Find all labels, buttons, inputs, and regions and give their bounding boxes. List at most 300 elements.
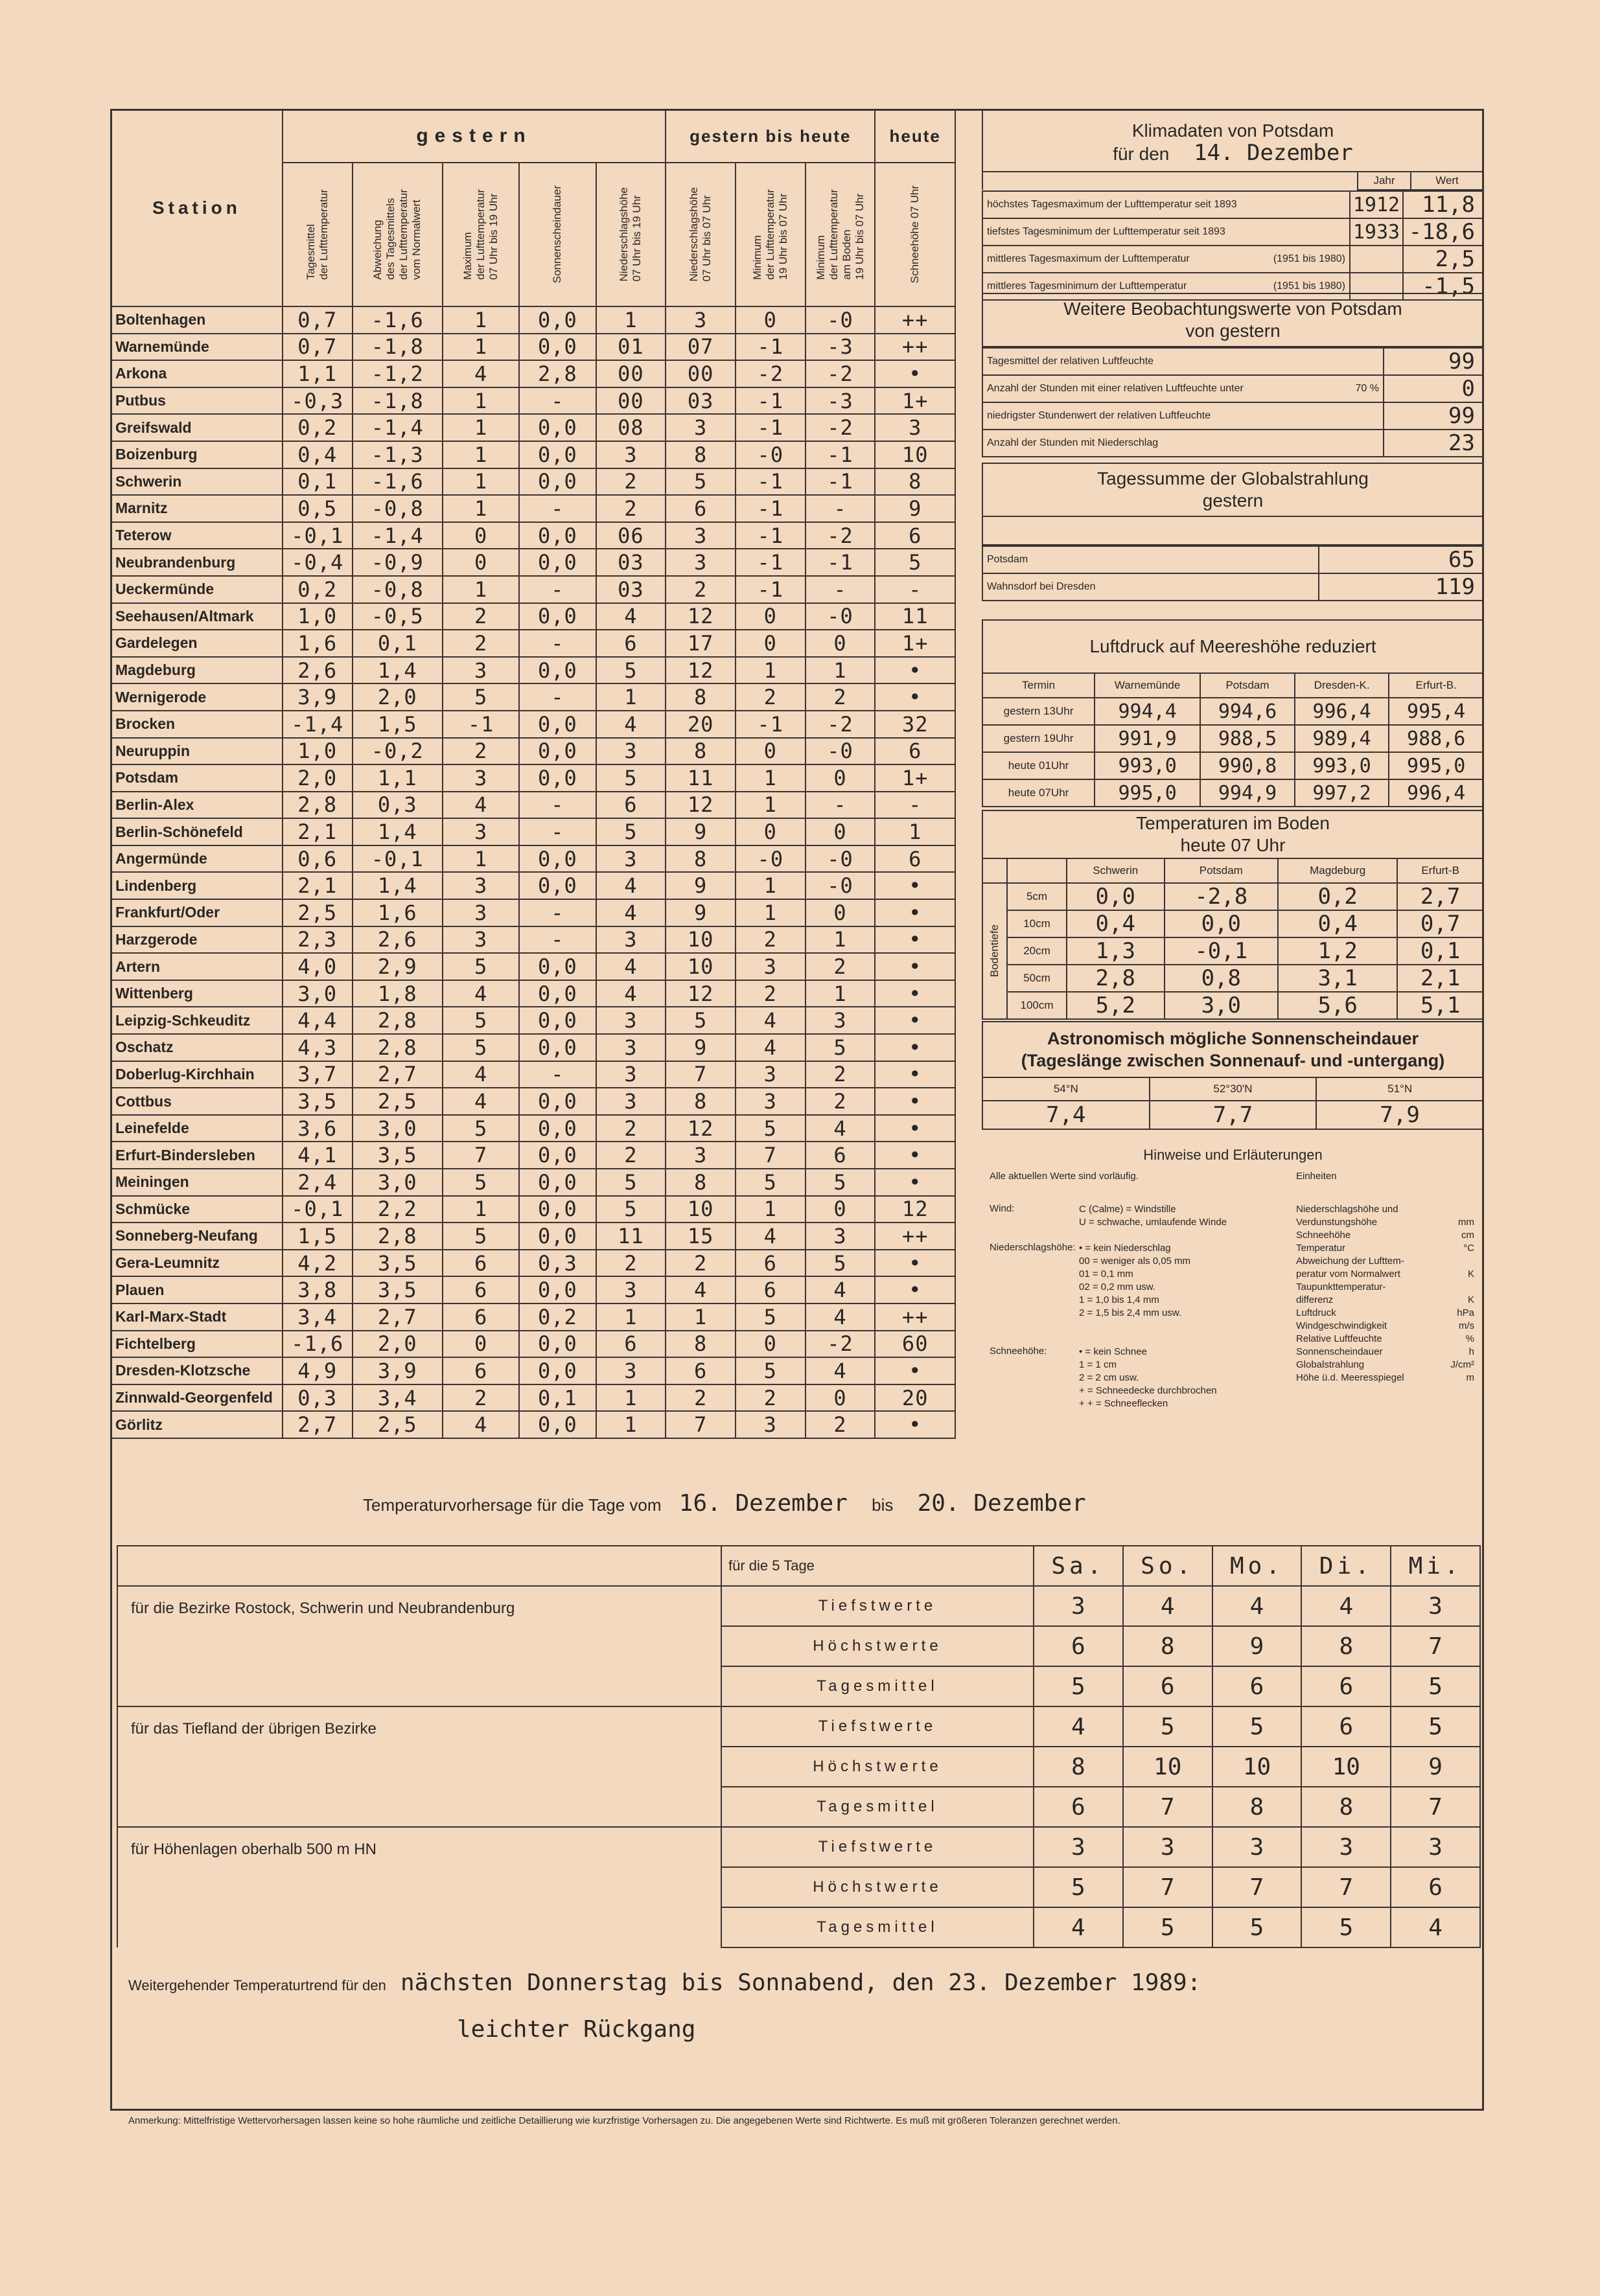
unit-row: [1296, 1346, 1474, 1359]
klimadaten-panel: [982, 109, 1484, 301]
station-value: 07: [666, 334, 736, 361]
station-value: 4: [736, 1007, 806, 1034]
station-value: 1+: [875, 387, 955, 415]
luftdruck-termin: gestern 13Uhr: [982, 698, 1095, 725]
station-value: 6: [596, 630, 666, 657]
station-value: 9: [875, 495, 955, 522]
station-value: 2,0: [353, 683, 443, 711]
station-value: 2,8: [283, 792, 353, 819]
station-value: 2,0: [283, 764, 353, 792]
luftdruck-value: 994,9: [1200, 779, 1295, 807]
col-wert: Wert: [1411, 172, 1483, 190]
station-value: •: [875, 980, 955, 1007]
forecast-value: 3: [1123, 1827, 1212, 1867]
forecast-value: 3: [1034, 1586, 1123, 1626]
station-value: 0,2: [519, 1303, 596, 1331]
klima-label: [982, 218, 1350, 246]
station-value: -1,6: [353, 306, 443, 334]
station-value: 3,5: [353, 1142, 443, 1169]
station-name: Fichtelberg: [111, 1331, 283, 1358]
forecast-to: 20. Dezember: [917, 1490, 1086, 1517]
station-value: 3,6: [283, 1115, 353, 1142]
station-value: -0,5: [353, 603, 443, 630]
station-value: 06: [596, 522, 666, 549]
station-value: 2,8: [353, 1034, 443, 1061]
station-value: 0,0: [519, 738, 596, 765]
station-value: -1,2: [353, 360, 443, 387]
station-value: 8: [666, 1088, 736, 1115]
station-value: •: [875, 1115, 955, 1142]
station-name: Magdeburg: [111, 657, 283, 684]
forecast-kind: Tagesmittel: [721, 1666, 1034, 1706]
unit-value: J/cm²: [1450, 1359, 1474, 1370]
station-value: •: [875, 1088, 955, 1115]
boden-corner: [1007, 858, 1067, 883]
weitere-row: [982, 430, 1483, 457]
boden-row: [982, 910, 1483, 937]
station-value: 2,5: [353, 1088, 443, 1115]
station-value: 5: [596, 764, 666, 792]
luftdruck-panel: [982, 619, 1484, 807]
station-value: 0,0: [519, 334, 596, 361]
forecast-value: 7: [1123, 1867, 1212, 1907]
luftdruck-title: Luftdruck auf Meereshöhe reduziert: [982, 620, 1483, 673]
station-value: 3: [596, 738, 666, 765]
station-name: Seehausen/Altmark: [111, 603, 283, 630]
station-value: 1: [736, 1196, 806, 1223]
station-value: 1,4: [353, 818, 443, 845]
station-value: -0: [806, 738, 875, 765]
sonne-header: 51°N: [1316, 1077, 1483, 1101]
wind-lines: [1079, 1203, 1227, 1229]
column-header: [806, 163, 875, 306]
nied-line: 1 = 1,0 bis 1,4 mm: [1079, 1294, 1159, 1305]
wind-line: C (Calme) = Windstille: [1079, 1204, 1176, 1215]
station-row: [111, 306, 955, 334]
station-value: 08: [596, 414, 666, 441]
station-name: Marnitz: [111, 495, 283, 522]
station-row: [111, 576, 955, 603]
station-value: 3: [736, 1061, 806, 1088]
station-value: 2,7: [353, 1303, 443, 1331]
weitere-value: 0: [1384, 375, 1483, 402]
station-value: -1: [443, 711, 519, 738]
station-value: -2: [806, 1331, 875, 1358]
station-value: 0,0: [519, 306, 596, 334]
klima-for: für den: [1113, 144, 1170, 164]
forecast-value: 8: [1301, 1787, 1391, 1827]
station-value: 0,0: [519, 1411, 596, 1438]
klima-row: [982, 218, 1483, 246]
station-value: 0,0: [519, 1331, 596, 1358]
sonne-value: 7,4: [982, 1101, 1150, 1129]
station-value: -0: [806, 845, 875, 873]
station-name: Teterow: [111, 522, 283, 549]
station-value: 2,2: [353, 1196, 443, 1223]
station-value: 5: [443, 1169, 519, 1196]
klima-label: [982, 191, 1350, 218]
station-value: 1: [443, 306, 519, 334]
station-value: 3: [666, 1142, 736, 1169]
station-value: 6: [736, 1250, 806, 1277]
forecast-value: 4: [1123, 1586, 1212, 1626]
unit-row: [1296, 1372, 1474, 1384]
station-value: 0: [736, 738, 806, 765]
station-value: •: [875, 1250, 955, 1277]
station-row: [111, 1250, 955, 1277]
weitere-label-text: Anzahl der Stunden mit Niederschlag: [987, 437, 1159, 448]
boden-subtitle: heute 07 Uhr: [1180, 835, 1286, 855]
forecast-bis: bis: [872, 1495, 894, 1515]
station-name: Leipzig-Schkeuditz: [111, 1007, 283, 1034]
station-name: Greifswald: [111, 414, 283, 441]
station-value: -: [519, 495, 596, 522]
station-value: 2: [806, 683, 875, 711]
station-value: 0,0: [519, 845, 596, 873]
forecast-value: 9: [1391, 1747, 1480, 1787]
boden-value: 0,8: [1165, 965, 1279, 992]
station-value: 0,3: [519, 1250, 596, 1277]
station-value: 11: [666, 764, 736, 792]
column-header-label: Schneehöhe 07 Uhr: [909, 185, 922, 284]
station-value: 0: [736, 1331, 806, 1358]
station-value: -1,6: [353, 468, 443, 496]
weitere-row: [982, 348, 1483, 375]
station-value: •: [875, 899, 955, 926]
boden-side: [982, 883, 1007, 1019]
station-value: 1: [596, 683, 666, 711]
station-value: -: [806, 576, 875, 603]
unit-name: Höhe ü.d. Meeresspiegel: [1296, 1372, 1404, 1383]
column-header: [736, 163, 806, 306]
station-value: -1: [806, 468, 875, 496]
station-value: 4,9: [283, 1357, 353, 1384]
station-value: 3: [736, 1088, 806, 1115]
station-name: Doberlug-Kirchhain: [111, 1061, 283, 1088]
forecast-kind: Tagesmittel: [721, 1787, 1034, 1827]
station-value: 8: [875, 468, 955, 496]
station-value: 3: [443, 657, 519, 684]
station-value: 0,0: [519, 980, 596, 1007]
boden-row: [982, 992, 1483, 1019]
nied-line: 02 = 0,2 mm usw.: [1079, 1281, 1155, 1292]
station-name: Berlin-Schönefeld: [111, 818, 283, 845]
station-value: 0,3: [283, 1384, 353, 1412]
station-value: 1: [443, 414, 519, 441]
luftdruck-header: Potsdam: [1200, 673, 1295, 698]
station-value: 0,0: [519, 1088, 596, 1115]
station-value: 3,0: [353, 1169, 443, 1196]
station-value: 5: [806, 1169, 875, 1196]
sonne-header: 52°30'N: [1150, 1077, 1317, 1101]
station-name: Zinnwald-Georgenfeld: [111, 1384, 283, 1412]
station-value: -0,1: [283, 522, 353, 549]
forecast-day: Sa.: [1034, 1546, 1123, 1586]
station-value: 5: [736, 1357, 806, 1384]
column-header-label: Maximum der Lufttemperatur 07 Uhr bis 19 Uhr: [461, 189, 500, 280]
station-value: 5: [875, 549, 955, 576]
station-value: 9: [666, 818, 736, 845]
station-value: 1: [596, 1303, 666, 1331]
station-value: 4: [666, 1276, 736, 1303]
forecast-value: 3: [1391, 1586, 1480, 1626]
luftdruck-header: Termin: [982, 673, 1095, 698]
boden-depth: 20cm: [1007, 937, 1067, 965]
weitere-label: [982, 430, 1384, 457]
station-value: 4: [736, 1034, 806, 1061]
unit-row: [1296, 1242, 1474, 1255]
global-panel: [982, 463, 1484, 601]
station-name: Frankfurt/Oder: [111, 899, 283, 926]
sonne-header-row: [982, 1077, 1483, 1101]
station-value: 4,3: [283, 1034, 353, 1061]
station-name: Gera-Leumnitz: [111, 1250, 283, 1277]
station-value: 0,0: [519, 468, 596, 496]
station-value: 0,0: [519, 1115, 596, 1142]
unit-name: Windgeschwindigkeit: [1296, 1320, 1387, 1331]
unit-row: [1296, 1281, 1474, 1294]
global-title: Tagessumme der Globalstrahlung: [1097, 468, 1369, 488]
station-name: Meiningen: [111, 1169, 283, 1196]
forecast-value: 8: [1212, 1787, 1302, 1827]
forecast-region: für das Tiefland der übrigen Bezirke: [117, 1706, 721, 1827]
forecast-kind: Tiefstwerte: [721, 1586, 1034, 1626]
station-value: 10: [666, 953, 736, 980]
station-value: 10: [666, 1196, 736, 1223]
station-value: 6: [443, 1357, 519, 1384]
station-value: -: [806, 495, 875, 522]
boden-value: 2,8: [1067, 965, 1165, 992]
boden-value: 2,7: [1397, 883, 1483, 910]
station-name: Erfurt-Bindersleben: [111, 1142, 283, 1169]
unit-value: mm: [1458, 1217, 1474, 1228]
station-value: 6: [666, 1357, 736, 1384]
station-value: •: [875, 953, 955, 980]
station-value: •: [875, 360, 955, 387]
luftdruck-row: [982, 779, 1483, 807]
station-value: -1,4: [353, 414, 443, 441]
forecast-value: 3: [1034, 1827, 1123, 1867]
station-value: -0,8: [353, 576, 443, 603]
hinweise-title: Hinweise und Erläuterungen: [1143, 1147, 1323, 1163]
station-value: 3,5: [353, 1250, 443, 1277]
forecast-value: 7: [1391, 1626, 1480, 1666]
unit-row: [1296, 1333, 1474, 1346]
forecast-value: 7: [1123, 1787, 1212, 1827]
luftdruck-value: 988,5: [1200, 725, 1295, 752]
station-value: -2: [806, 522, 875, 549]
station-name: Angermünde: [111, 845, 283, 873]
station-value: -: [519, 899, 596, 926]
station-row: [111, 1196, 955, 1223]
station-value: 2: [443, 738, 519, 765]
hinweise-intro: Alle aktuellen Werte sind vorläufig.: [990, 1171, 1139, 1182]
station-value: 4: [596, 603, 666, 630]
luftdruck-termin: heute 07Uhr: [982, 779, 1095, 807]
station-value: -2: [806, 360, 875, 387]
station-name: Oschatz: [111, 1034, 283, 1061]
weitere-value: 23: [1384, 430, 1483, 457]
station-value: 5: [806, 1034, 875, 1061]
unit-value: °C: [1463, 1243, 1474, 1254]
unit-name: Niederschlagshöhe und: [1296, 1204, 1398, 1215]
station-value: 6: [443, 1250, 519, 1277]
klima-wert: -1,5: [1403, 273, 1483, 300]
global-value: 65: [1319, 546, 1483, 573]
weitere-title: Weitere Beobachtungswerte von Potsdam: [1063, 299, 1402, 319]
station-value: 00: [666, 360, 736, 387]
station-row: [111, 1115, 955, 1142]
boden-header-row: [982, 858, 1483, 883]
station-value: 9: [666, 899, 736, 926]
station-value: 0,0: [519, 1169, 596, 1196]
station-value: 2: [806, 953, 875, 980]
weitere-extra: 70 %: [1355, 383, 1379, 394]
unit-name: Luftdruck: [1296, 1307, 1336, 1318]
luftdruck-value: 996,4: [1389, 779, 1483, 807]
station-name: Lindenberg: [111, 872, 283, 899]
station-value: 1: [736, 792, 806, 819]
station-value: -1: [736, 468, 806, 496]
station-name: Warnemünde: [111, 334, 283, 361]
klima-range: (1951 bis 1980): [1273, 253, 1345, 264]
station-value: 2: [666, 576, 736, 603]
station-value: 0,0: [519, 1276, 596, 1303]
station-value: 12: [666, 657, 736, 684]
schnee-line: + = Schneedecke durchbrochen: [1079, 1385, 1217, 1396]
station-value: 12: [666, 603, 736, 630]
boden-header: Potsdam: [1165, 858, 1279, 883]
luftdruck-header: Warnemünde: [1095, 673, 1200, 698]
luftdruck-value: 988,6: [1389, 725, 1483, 752]
forecast-region: für die Bezirke Rostock, Schwerin und Neubrandenburg: [117, 1586, 721, 1706]
station-value: 4: [806, 1276, 875, 1303]
station-value: 0,0: [519, 764, 596, 792]
station-value: 6: [443, 1276, 519, 1303]
station-value: 2,8: [519, 360, 596, 387]
luftdruck-row: [982, 725, 1483, 752]
station-value: 10: [875, 441, 955, 468]
boden-value: 3,0: [1165, 992, 1279, 1019]
station-value: 1: [443, 387, 519, 415]
station-name: Gardelegen: [111, 630, 283, 657]
station-value: 1: [806, 926, 875, 954]
column-header: [519, 163, 596, 306]
station-value: 8: [666, 1331, 736, 1358]
unit-row: [1296, 1203, 1474, 1216]
station-value: 0,0: [519, 1142, 596, 1169]
station-value: 7: [666, 1411, 736, 1438]
station-value: 1: [875, 818, 955, 845]
nied-line: • = kein Niederschlag: [1079, 1243, 1171, 1254]
station-value: 6: [443, 1303, 519, 1331]
weitere-label: [982, 375, 1384, 402]
boden-value: 1,2: [1278, 937, 1397, 965]
station-row: [111, 360, 955, 387]
station-value: 5: [443, 1115, 519, 1142]
weitere-label: [982, 348, 1384, 375]
station-value: 6: [666, 495, 736, 522]
boden-row: [982, 937, 1483, 965]
station-value: 1+: [875, 764, 955, 792]
station-name: Arkona: [111, 360, 283, 387]
luftdruck-value: 994,4: [1095, 698, 1200, 725]
station-row: [111, 630, 955, 657]
column-header: [443, 163, 519, 306]
station-value: 3,8: [283, 1276, 353, 1303]
luftdruck-value: 995,0: [1095, 779, 1200, 807]
forecast-value: 8: [1034, 1747, 1123, 1787]
unit-row: [1296, 1268, 1474, 1281]
station-value: 0: [806, 1196, 875, 1223]
station-value: -1,6: [283, 1331, 353, 1358]
station-value: 5: [736, 1303, 806, 1331]
forecast-value: 3: [1212, 1827, 1302, 1867]
forecast-value: 6: [1123, 1666, 1212, 1706]
station-value: 1,5: [353, 711, 443, 738]
station-value: 5: [806, 1250, 875, 1277]
global-value: 119: [1319, 573, 1483, 601]
station-value: 0,0: [519, 549, 596, 576]
station-value: 0: [806, 818, 875, 845]
station-value: •: [875, 1411, 955, 1438]
station-value: 1: [443, 334, 519, 361]
column-header: [875, 163, 955, 306]
station-value: •: [875, 1007, 955, 1034]
forecast-value: 10: [1123, 1747, 1212, 1787]
luftdruck-value: 993,0: [1295, 752, 1389, 779]
station-row: [111, 792, 955, 819]
sonnenschein-panel: [982, 1021, 1484, 1130]
station-value: 4: [596, 872, 666, 899]
station-value: 5: [443, 683, 519, 711]
station-value: 2,5: [283, 899, 353, 926]
forecast-corner: [117, 1546, 721, 1586]
station-value: 2: [596, 1115, 666, 1142]
station-value: 2: [596, 1142, 666, 1169]
station-value: 0,3: [353, 792, 443, 819]
station-value: 2: [596, 468, 666, 496]
station-value: 6: [875, 738, 955, 765]
weitere-value: 99: [1384, 348, 1483, 375]
station-row: [111, 711, 955, 738]
column-header: [666, 163, 736, 306]
unit-value: cm: [1461, 1230, 1474, 1241]
boden-value: 2,1: [1397, 965, 1483, 992]
luftdruck-value: 997,2: [1295, 779, 1389, 807]
station-name: Schmücke: [111, 1196, 283, 1223]
station-value: 12: [666, 792, 736, 819]
station-row: [111, 441, 955, 468]
station-value: 0: [443, 522, 519, 549]
forecast-kind: Höchstwerte: [721, 1867, 1034, 1907]
station-value: 1: [806, 980, 875, 1007]
station-value: 4: [806, 1303, 875, 1331]
station-value: 3: [596, 1034, 666, 1061]
station-value: 60: [875, 1331, 955, 1358]
station-value: 3: [666, 522, 736, 549]
station-value: 4: [443, 1088, 519, 1115]
station-value: 1: [666, 1303, 736, 1331]
column-header-label: Sonnenscheindauer: [551, 185, 564, 284]
station-row: [111, 845, 955, 873]
station-row: [111, 1007, 955, 1034]
weitere-panel: [982, 293, 1484, 457]
klima-wert: 2,5: [1403, 246, 1483, 273]
trend-line: [128, 1969, 1201, 1996]
station-name: Artern: [111, 953, 283, 980]
station-value: 0,6: [283, 845, 353, 873]
